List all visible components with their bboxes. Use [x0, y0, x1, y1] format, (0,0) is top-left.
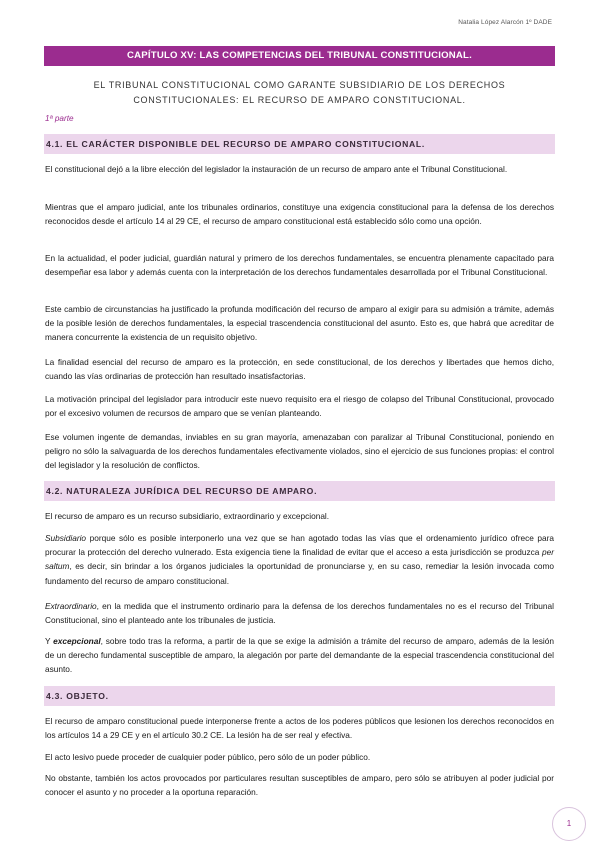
paragraph: El constitucional dejó a la libre elección del legislador la instauración de un recurso de amparo ante el Tribunal Constitucional. [45, 164, 508, 174]
page-number-badge: 1 [552, 807, 586, 841]
paragraph: El acto lesivo puede proceder de cualquier poder público, pero sólo de un poder público. [45, 752, 371, 762]
paragraph: No obstante, también los actos provocados por particulares resultan susceptibles de amparo, pero sólo se atribuyen al poder judicial por conocer el asunto y no proceder a la oportuna reparación. [45, 773, 554, 798]
author-header: Natalia López Alarcón 1º DADE [458, 19, 552, 26]
paragraph: En la actualidad, el poder judicial, guardián natural y primero de los derechos fundamentales, se encuentra plenamente capacitado para desempeñar esa labor y además cuenta con la interpretación de los derechos fundamentales desarrollada por el Tribunal Constitucional. [45, 253, 554, 278]
paragraph: Mientras que el amparo judicial, ante los tribunales ordinarios, constituye una exigencia constitucional para la defensa de los derechos reconocidos desde el artículo 14 al 29 CE, el recurso de amparo constitucional está establecido sólo como una opción. [45, 202, 554, 227]
part-label: 1ª parte [45, 114, 74, 123]
term-extraordinario: Extraordinario [45, 601, 97, 611]
paragraph: La finalidad esencial del recurso de amparo es la protección, en sede constitucional, de los derechos y libertades que hemos dicho, cuando las vías ordinarias de protección han resultado insatisfactorias. [45, 357, 554, 382]
paragraph-extraordinario: Extraordinario, en la medida que el instrumento ordinario para la defensa de los derechos fundamentales no es el recurso del Tribunal Constitucional, sino el planteado ante los tribunales de justicia. [45, 601, 554, 626]
paragraph: La motivación principal del legislador para introducir este nuevo requisito era el riesgo de colapso del Tribunal Constitucional, provocado por el excesivo volumen de recursos de amparo que se venían planteando. [45, 394, 554, 419]
chapter-title: CAPÍTULO XV: LAS COMPETENCIAS DEL TRIBUNAL CONSTITUCIONAL. [44, 46, 555, 66]
term-excepcional: excepcional [53, 636, 101, 646]
section-heading-4-1: 4.1. EL CARÁCTER DISPONIBLE DEL RECURSO DE AMPARO CONSTITUCIONAL. [44, 134, 555, 154]
section-heading-4-2: 4.2. NATURALEZA JURÍDICA DEL RECURSO DE AMPARO. [44, 481, 555, 501]
paragraph-excepcional: Y excepcional, sobre todo tras la reforma, a partir de la que se exige la admisión a trámite del recurso de amparo, además de la lesión de un derecho fundamental susceptible de amparo, la alegación por parte del demandante de la especial trascendencia constitucional del asunto. [45, 636, 554, 675]
term-per-saltum: per saltum [45, 547, 554, 572]
paragraph: El recurso de amparo es un recurso subsidiario, extraordinario y excepcional. [45, 511, 330, 521]
paragraph: El recurso de amparo constitucional puede interponerse frente a actos de los poderes públicos que lesionen los derechos reconocidos en los artículos 14 a 29 CE y en el artículo 30.2 CE. La lesión ha de ser real y efectiva. [45, 716, 554, 741]
section-heading-4-3: 4.3. OBJETO. [44, 686, 555, 706]
paragraph-subsidiario: Subsidiario porque sólo es posible interponerlo una vez que se han agotado todas las vías que el ordenamiento jurídico ofrece para procurar la protección del derecho vulnerado. Esta exigencia tiene la finalidad de evitar que el acceso a esta jurisdicción se produzca per saltum, es decir, sin brindar a los órganos judiciales la oportunidad de pronunciarse y, en su caso, remediar la lesión invocada como fundamento del recurso de amparo constitucional. [45, 533, 554, 586]
term-subsidiario: Subsidiario [45, 533, 87, 543]
paragraph: Este cambio de circunstancias ha justificado la profunda modificación del recurso de amparo al exigir para su admisión a trámite, además de la posible lesión de derechos fundamentales, la especial trascendencia constitucional del asunto. Esto es, que habrá que acreditar de manera concurrente la existencia de un requisito objetivo. [45, 304, 554, 343]
chapter-subtitle: EL TRIBUNAL CONSTITUCIONAL COMO GARANTE SUBSIDIARIO DE LOS DERECHOS CONSTITUCIONALES: EL RECURSO DE AMPARO CONSTITUCIONAL. [93, 80, 506, 105]
paragraph: Ese volumen ingente de demandas, inviables en su gran mayoría, amenazaban con paralizar al Tribunal Constitucional, poniendo en peligro no sólo la salvaguarda de los derechos fundamentales efectivamente violados, sino el ejercicio de sus funciones propias: el control del legislador y la resolución de conflictos. [45, 432, 554, 471]
